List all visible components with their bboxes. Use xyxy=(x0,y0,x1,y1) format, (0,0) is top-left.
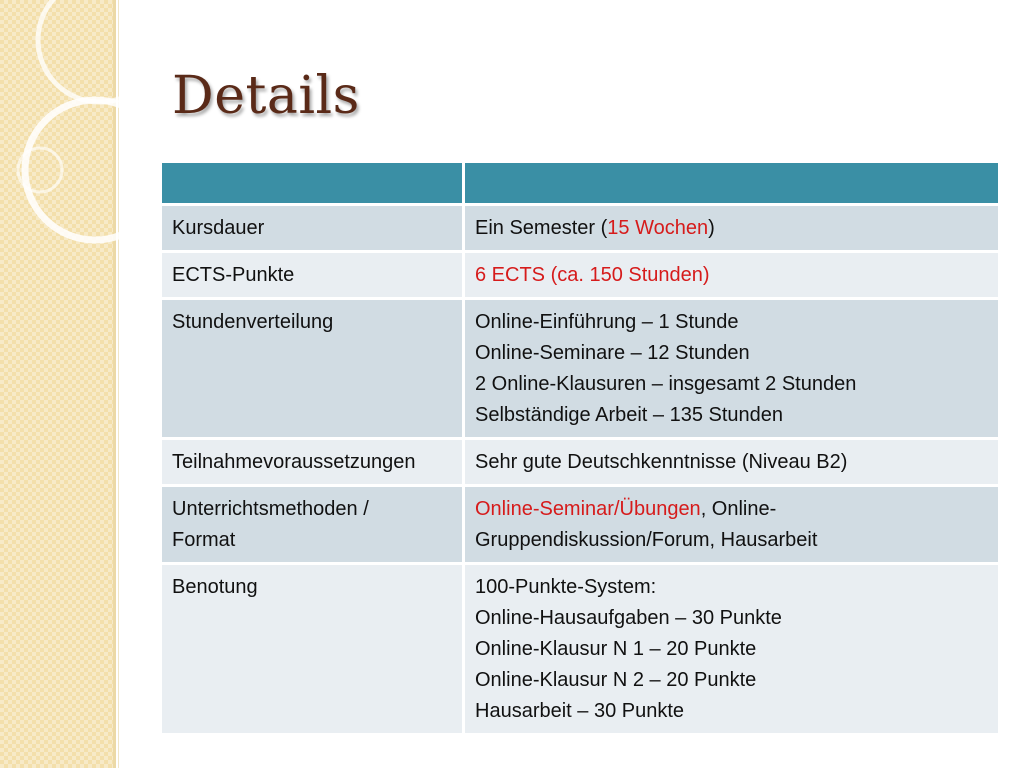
row-value xyxy=(465,565,998,733)
value-line: Selbständige Arbeit – 135 Stunden xyxy=(475,404,784,426)
value-line: 2 Online-Klausuren – insgesamt 2 Stunden xyxy=(475,373,857,395)
row-label: Kursdauer xyxy=(162,206,462,250)
value-text: Ein Semester ( xyxy=(475,217,608,239)
row-value xyxy=(465,206,998,250)
row-value xyxy=(465,487,998,562)
header-cell-value xyxy=(465,163,998,203)
row-value: Sehr gute Deutschkenntnisse (Niveau B2) xyxy=(465,440,998,484)
value-line: Gruppendiskussion/Forum, Hausarbeit xyxy=(475,529,818,551)
label-line: Format xyxy=(172,529,236,551)
decorative-rings-graphic xyxy=(0,0,160,260)
row-value xyxy=(465,300,998,437)
table-row-unterrichtsmethoden xyxy=(162,487,998,562)
value-text: , Online- xyxy=(700,498,777,520)
table-row-stundenverteilung xyxy=(162,300,998,437)
value-highlight: Online-Seminar/Übungen xyxy=(475,498,701,520)
label-line: Unterrichtsmethoden / xyxy=(172,498,369,520)
value-line: Online-Hausaufgaben – 30 Punkte xyxy=(475,607,782,629)
table-row-teilnahmevoraussetzungen xyxy=(162,440,998,484)
table-row-kursdauer xyxy=(162,206,998,250)
details-table xyxy=(159,160,1001,736)
row-label xyxy=(162,487,462,562)
table-header-row xyxy=(162,163,998,203)
value-highlight: 15 Wochen xyxy=(607,217,709,239)
row-label: ECTS-Punkte xyxy=(162,253,462,297)
value-highlight: 6 ECTS (ca. 150 Stunden) xyxy=(475,264,710,286)
decorative-ring-upper xyxy=(38,0,160,102)
row-label: Benotung xyxy=(162,565,462,733)
row-value xyxy=(465,253,998,297)
value-line: Online-Klausur N 1 – 20 Punkte xyxy=(475,638,757,660)
value-line xyxy=(475,494,988,525)
value-text: ) xyxy=(708,217,715,239)
row-label: Stundenverteilung xyxy=(162,300,462,437)
value-line: Online-Einführung – 1 Stunde xyxy=(475,311,739,333)
row-label: Teilnahmevoraussetzungen xyxy=(162,440,462,484)
value-line: Online-Klausur N 2 – 20 Punkte xyxy=(475,669,757,691)
page-title: Details xyxy=(172,66,360,126)
value-line: Hausarbeit – 30 Punkte xyxy=(475,700,685,722)
table-row-ects xyxy=(162,253,998,297)
header-cell-label xyxy=(162,163,462,203)
decorative-ring-large xyxy=(25,100,160,240)
table-row-benotung xyxy=(162,565,998,733)
value-line: 100-Punkte-System: xyxy=(475,576,657,598)
value-line: Online-Seminare – 12 Stunden xyxy=(475,342,750,364)
